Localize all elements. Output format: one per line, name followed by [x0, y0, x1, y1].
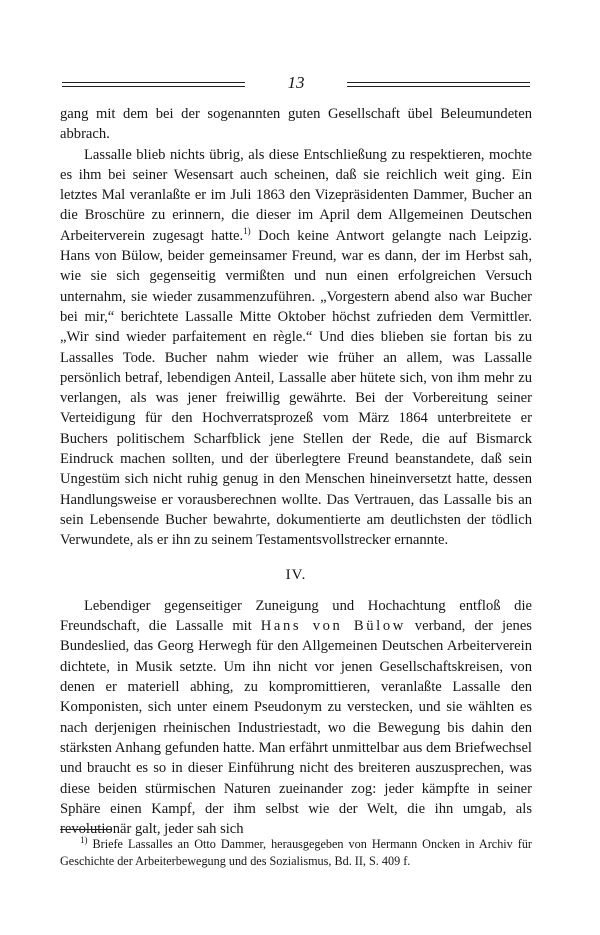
paragraph-text: Lassalle blieb nichts übrig, als diese Entschließung zu respektieren, mochte es ihm bei seiner Wesensart auch scheinen, daß sie reichlich weit ging. Ein letztes Mal veranlaßte er im Juli 1863 den Vizepräsidenten Dammer, Bucher an die Broschüre zu erinnern, die dieser im April dem Allgemeinen Deutschen Arbeiterverein zugesagt hatte.	[60, 146, 532, 244]
header-rule-right-upper	[347, 82, 530, 83]
page-number: 13	[287, 73, 305, 92]
header-rule-right-lower	[347, 86, 530, 87]
footnote-text: Briefe Lassalles an Otto Dammer, herausgegeben von Hermann Oncken in Archiv für Geschichte der Arbeiterbewegung und des Sozialismus, Bd. II, S. 409 f.	[60, 837, 532, 868]
paragraph-text: Lebendiger gegenseitiger Zuneigung und Hochachtung entfloß die Freundschaft, die Lassalle mit	[60, 597, 532, 635]
footnote-marker: 1)	[80, 834, 88, 845]
spaced-name: Hans von Bülow	[260, 618, 406, 635]
section-heading: IV.	[285, 566, 307, 583]
footnote	[60, 836, 532, 870]
footnote-divider	[60, 829, 112, 830]
paragraph-lassalle-bucher	[60, 145, 532, 551]
paragraph-text-continued: Doch keine Antwort gelangte nach Leipzig. Hans von Bülow, beider gemeinsamer Freund, war es dann, der im Herbst sah, wie sie sich gegenseitig vermißten und nun einen erfolgreichen Versuch unternahm, sie wieder zusammenzuführen. „Vorgestern abend also war Bucher bei mir,“ berichtete Lassalle Mitte Oktober höchst zufrieden dem Vermittler. „Wir sind wieder parfaitement en règle.“ Und dies blieben sie fortan bis zu Lassalles Tode. Bucher nahm wieder wie früher an allem, was Lassalle persönlich betraf, lebendigen Anteil, Lassalle aber hütete sich, von ihm mehr zu verlangen, als was jener freiwillig gewährte. Bei der Vorbereitung seiner Verteidigung für den Hochverratsprozeß vom März 1864 unterbreitete er Buchers politischem Scharfblick jene Stellen der Rede, die auf Bismarck Eindruck machen sollten, und der überlegtere Freund beanstandete, daß sein Ungestüm sich nicht ruhig genug in den Menschen hineinversetzt hatte, dessen Handlungsweise er vorausberechnen wollte. Das Vertrauen, das Lassalle bis an sein Lebensende Bucher bewahrte, dokumentierte am deutlichsten der tödlich Verwundete, als er ihn zu seinem Testamentsvollstrecker ernannte.	[60, 227, 532, 549]
page-body	[60, 104, 532, 839]
paragraph-section-iv	[60, 596, 532, 840]
footnote-reference: 1)	[243, 225, 251, 236]
page-header	[62, 72, 530, 98]
paragraph-continuation: gang mit dem bei der sogenannten guten Gesellschaft übel Beleumundeten abbrach.	[60, 106, 532, 143]
paragraph-text-continued: verband, der jenes Bundeslied, das Georg Herwegh für den Allgemeinen Deutschen Arbeiterverein dichtete, in Musik setzte. Um ihn nicht vor jenen Gesellschaftskreisen, von denen er materiell abhing, zu kompromittieren, veranlaßte Lassalle den Komponisten, sich unter einem Pseudonym zu verstecken, und sie wählten es nach derjenigen rheinischen Industriestadt, wo die Bewegung bis dahin den stärksten Anhang gefunden hatte. Man erfährt unmittelbar aus dem Briefwechsel und braucht es so in dieser Einführung nicht des breiteren auszusprechen, was diese beiden stürmischen Naturen zueinander zog: jeder kämpfte in seiner Sphäre einen Kampf, der ihm selbst wie der Welt, die ihn umgab, als revolutionär galt, jeder sah sich	[60, 618, 532, 838]
